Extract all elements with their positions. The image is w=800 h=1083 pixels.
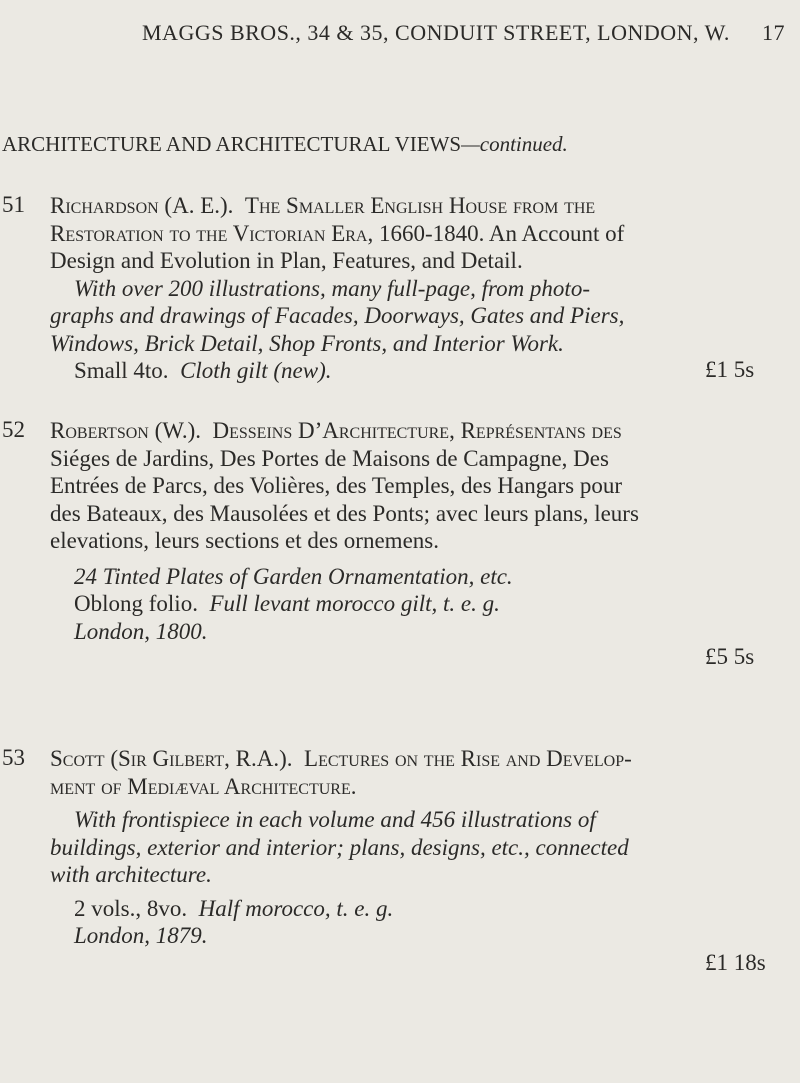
entry-body (50, 745, 790, 950)
entry-price: £5 5s (705, 644, 755, 669)
entry-format: Small 4to. (74, 358, 169, 383)
entry-binding: Half morocco, t. e. g. (198, 895, 394, 921)
entry-title-cont: 1660-1840. An Account of (378, 220, 625, 246)
entry-title-cont: ment of Mediæval Architecture. (50, 773, 357, 799)
section-title-text: ARCHITECTURE AND ARCHITECTURAL VIEWS (2, 132, 462, 156)
entry-title-cont: elevations, leurs sections et des ornemens. (50, 528, 439, 553)
entry-author: Robertson (W.). (50, 418, 201, 443)
section-title-suffix: —continued. (461, 132, 568, 156)
entry-note: Windows, Brick Detail, Shop Fronts, and Interior Work. (50, 330, 564, 356)
entry-price: £1 18s (705, 950, 766, 975)
entry-note: With over 200 illustrations, many full-page, from photo- (74, 275, 590, 301)
entry-note: With frontispiece in each volume and 456 illustrations of (74, 807, 596, 832)
section-title (2, 132, 568, 157)
entry-body (50, 192, 790, 385)
entry-body (50, 417, 790, 645)
publisher-line: MAGGS BROS., 34 & 35, CONDUIT STREET, LONDON, W. (142, 20, 730, 45)
entry-title-cont: Restoration to the Victorian Era, (50, 220, 374, 246)
entry-price: £1 5s (705, 357, 755, 382)
entry-number: 51 (2, 192, 25, 217)
entry-title-cont: Entrées de Parcs, des Volières, des Temples, des Hangars pour (50, 473, 622, 498)
entry-binding: Cloth gilt (new). (180, 358, 332, 383)
entry-title-cont: Design and Evolution in Plan, Features, and Detail. (50, 248, 523, 273)
entry-title: Desseins D’Architecture, Représentans des (212, 418, 622, 443)
entry-number: 53 (2, 745, 25, 770)
entry-note: with architecture. (50, 862, 212, 887)
entry-title: Lectures on the Rise and Develop- (304, 746, 632, 771)
entry-number: 52 (2, 417, 25, 442)
entry-binding: Full levant morocco gilt, t. e. g. (209, 591, 500, 616)
entry-title-cont: des Bateaux, des Mausolées et des Ponts; avec leurs plans, leurs (50, 500, 639, 526)
page-number: 17 (762, 20, 785, 45)
entry-format: Oblong folio. (74, 591, 198, 616)
entry-title: The Smaller English House from the (244, 193, 596, 218)
entry-note: graphs and drawings of Facades, Doorways, Gates and Piers, (50, 303, 625, 328)
entry-imprint: London, 1879. (74, 923, 208, 948)
entry-author: Scott (Sir Gilbert, R.A.). (50, 746, 293, 771)
entry-title-cont: Siéges de Jardins, Des Portes de Maisons de Campagne, Des (50, 445, 609, 471)
entry-author: Richardson (A. E.). (50, 193, 234, 218)
entry-imprint: London, 1800. (74, 618, 208, 644)
entry-note: buildings, exterior and interior; plans, designs, etc., connected (50, 834, 629, 860)
entry-format: 2 vols., 8vo. (74, 895, 188, 921)
entry-note: 24 Tinted Plates of Garden Ornamentation, etc. (74, 563, 513, 589)
